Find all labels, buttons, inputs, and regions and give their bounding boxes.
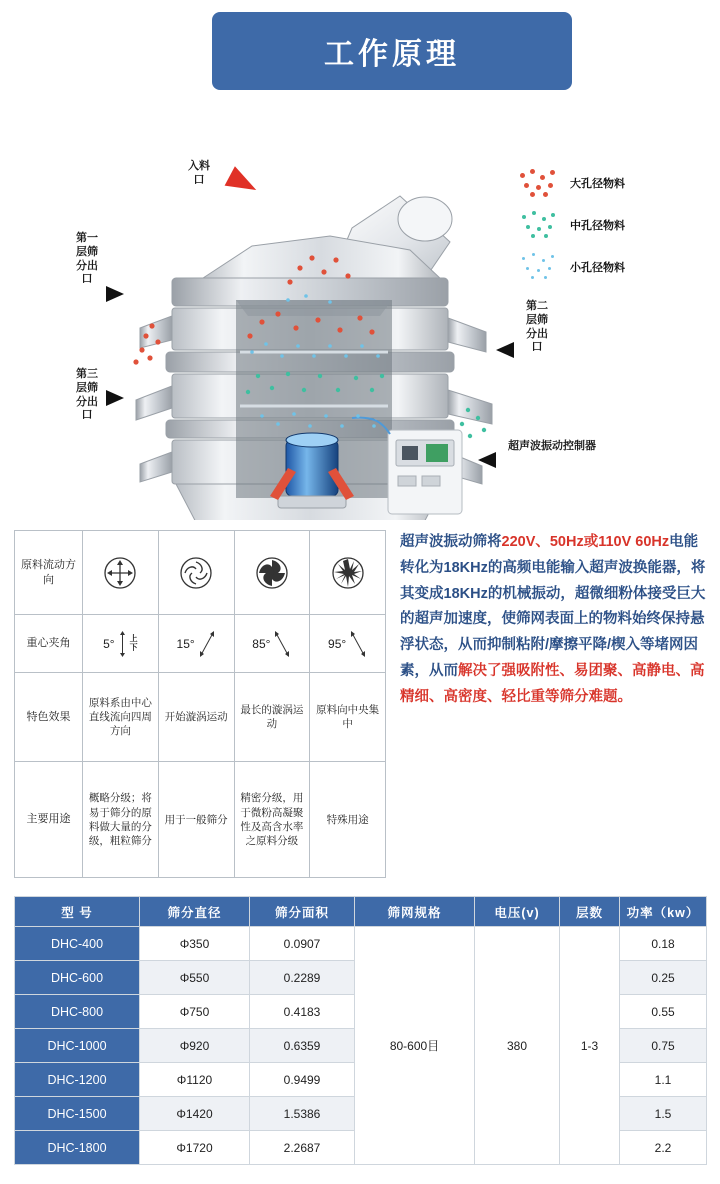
description-text: [400, 530, 706, 711]
specification-table: [14, 896, 707, 1165]
spec-cell-area: 0.2289: [250, 961, 355, 995]
page-title: 工作原理: [324, 38, 460, 71]
spec-cell-diameter: Φ350: [140, 927, 250, 961]
parameters-section: [14, 530, 706, 880]
legend-swatch-large-icon: [516, 167, 562, 199]
arrow-outlet-3-icon: [106, 390, 124, 406]
spec-cell-area: 0.4183: [250, 995, 355, 1029]
row-header-effect: 特色效果: [15, 673, 83, 762]
label-controller: 超声波振动控制器: [508, 440, 596, 452]
spec-cell-area: 0.6359: [250, 1029, 355, 1063]
cell-use-3: 精密分级，用于微粉高凝聚性及高含水率之原料分级: [234, 762, 310, 878]
spec-header-row: [15, 897, 707, 927]
desc-segment-2: 220V、50Hz或110V 60Hz: [501, 534, 670, 550]
spiral-center-icon: [313, 553, 382, 593]
row-header-use: 主要用途: [15, 762, 83, 878]
legend-label: 小孔径物料: [570, 262, 625, 274]
desc-segment-4: 解决了强吸附性、易团聚、高静电、高精细、高密度、轻比重等筛分难题。: [400, 662, 705, 705]
cell-effect-4: 原料向中央集中: [310, 673, 386, 762]
cell-angle-4: [310, 615, 386, 673]
angle-up-label: 上: [129, 634, 138, 644]
spec-header-area: 筛分面积: [250, 897, 355, 927]
spec-cell-power: 1.1: [620, 1063, 707, 1097]
spec-cell-power: 0.55: [620, 995, 707, 1029]
spec-cell-area: 0.9499: [250, 1063, 355, 1097]
cell-use-1: 概略分级；将易于筛分的原料做大量的分级，粗粒筛分: [83, 762, 159, 878]
cell-effect-2: 开始漩涡运动: [158, 673, 234, 762]
cell-effect-1: 原料系由中心直线流向四周方向: [83, 673, 159, 762]
parameters-table: [14, 530, 386, 878]
table-row-use: [15, 762, 386, 878]
angle-value: 15°: [176, 636, 195, 651]
legend-label: 中孔径物料: [570, 220, 625, 232]
arrow-outlet-2-icon: [496, 342, 514, 358]
spec-cell-diameter: Φ1120: [140, 1063, 250, 1097]
spec-cell-model: DHC-400: [15, 927, 140, 961]
spiral-long-icon: [238, 553, 307, 593]
table-row-angle: [15, 615, 386, 673]
particle-legend: [516, 162, 706, 288]
spec-cell-area: 1.5386: [250, 1097, 355, 1131]
spec-header-voltage: 电压(v): [475, 897, 560, 927]
legend-item: [516, 204, 706, 246]
cell-angle-3: [234, 615, 310, 673]
table-row-flow: [15, 531, 386, 615]
angle-value: 95°: [328, 636, 347, 651]
four-way-arrow-icon: [86, 553, 155, 593]
row-header-flow: 原料流动方向: [15, 531, 83, 615]
arrow-controller-icon: [478, 452, 496, 468]
spiral-start-icon: [162, 553, 231, 593]
spec-cell-diameter: Φ550: [140, 961, 250, 995]
label-outlet-3: 第三层筛分出口: [76, 368, 98, 422]
cell-effect-3: 最长的漩涡运动: [234, 673, 310, 762]
spec-cell-model: DHC-1000: [15, 1029, 140, 1063]
angle-value: 85°: [252, 636, 271, 651]
table-row: [15, 927, 707, 961]
spec-cell-model: DHC-800: [15, 995, 140, 1029]
legend-swatch-small-icon: [516, 251, 562, 283]
label-outlet-2: 第二层筛分出口: [526, 300, 548, 354]
arrow-outlet-1-icon: [106, 286, 124, 302]
cell-flow-icon-3: [234, 531, 310, 615]
label-inlet: 入料口: [188, 160, 210, 186]
desc-segment-1: 超声波振动筛将: [400, 534, 502, 550]
cell-angle-1: [83, 615, 159, 673]
table-row-effect: [15, 673, 386, 762]
spec-header-layers: 层数: [560, 897, 620, 927]
legend-item: [516, 162, 706, 204]
spec-cell-diameter: Φ1720: [140, 1131, 250, 1165]
spec-cell-mesh: 80-600目: [355, 927, 475, 1165]
angle-down-label: 下: [129, 642, 138, 652]
cell-angle-2: [158, 615, 234, 673]
spec-cell-diameter: Φ750: [140, 995, 250, 1029]
specification-section: [14, 896, 706, 1165]
spec-cell-power: 0.25: [620, 961, 707, 995]
cell-use-4: 特殊用途: [310, 762, 386, 878]
spec-cell-power: 0.18: [620, 927, 707, 961]
principle-illustration: [0, 100, 720, 520]
spec-cell-voltage: 380: [475, 927, 560, 1165]
row-header-angle: 重心夹角: [15, 615, 83, 673]
spec-cell-model: DHC-600: [15, 961, 140, 995]
cell-use-2: 用于一般筛分: [158, 762, 234, 878]
legend-swatch-medium-icon: [516, 209, 562, 241]
spec-cell-diameter: Φ1420: [140, 1097, 250, 1131]
desc-segment-3: 电能转化为18KHz的高频电能输入超声波换能器，将其变成18KHz的机械振动，超微细粉体接受巨大的超声加速度，使筛网表面上的物料始终保持悬浮状态，从而抑制粘附/摩擦平降/楔入等堵网因素，从而: [400, 534, 706, 679]
cell-flow-icon-2: [158, 531, 234, 615]
spec-cell-model: DHC-1200: [15, 1063, 140, 1097]
spec-cell-diameter: Φ920: [140, 1029, 250, 1063]
page-title-banner: [212, 12, 572, 90]
spec-cell-power: 2.2: [620, 1131, 707, 1165]
spec-cell-model: DHC-1500: [15, 1097, 140, 1131]
legend-label: 大孔径物料: [570, 178, 625, 190]
spec-cell-power: 0.75: [620, 1029, 707, 1063]
legend-item: [516, 246, 706, 288]
cell-flow-icon-4: [310, 531, 386, 615]
spec-cell-area: 2.2687: [250, 1131, 355, 1165]
spec-header-power: 功率（kw）: [620, 897, 707, 927]
angle-value: 5°: [103, 636, 115, 651]
spec-header-model: 型 号: [15, 897, 140, 927]
spec-cell-area: 0.0907: [250, 927, 355, 961]
spec-cell-model: DHC-1800: [15, 1131, 140, 1165]
spec-cell-layers: 1-3: [560, 927, 620, 1165]
spec-header-diameter: 筛分直径: [140, 897, 250, 927]
label-outlet-1: 第一层筛分出口: [76, 232, 98, 286]
spec-cell-power: 1.5: [620, 1097, 707, 1131]
spec-header-mesh: 筛网规格: [355, 897, 475, 927]
cell-flow-icon-1: [83, 531, 159, 615]
